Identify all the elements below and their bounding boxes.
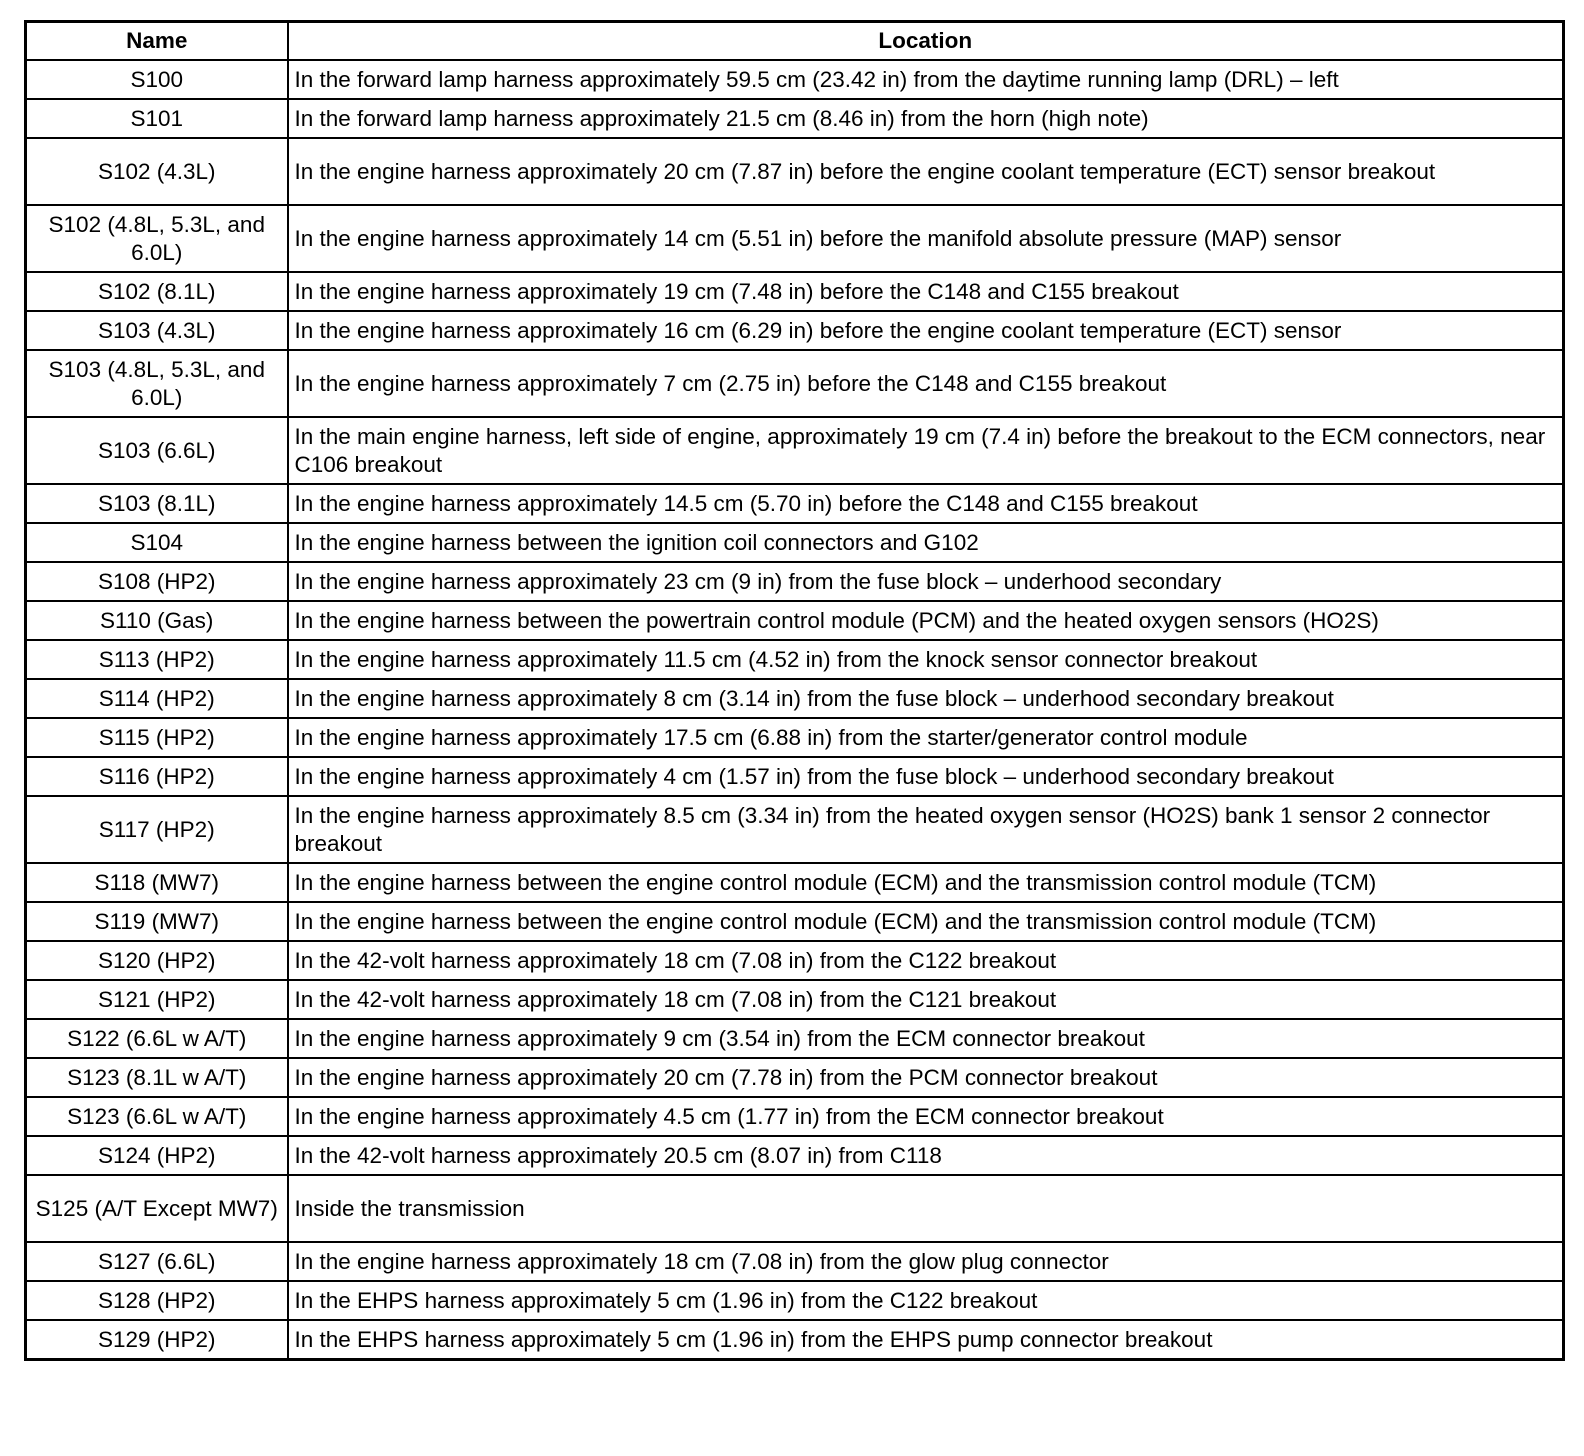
table-row xyxy=(26,562,1564,601)
splice-location-cell: In the engine harness approximately 8 cm (3.14 in) from the fuse block – underhood secondary breakout xyxy=(288,679,1564,718)
splice-location-cell: In the engine harness approximately 17.5 cm (6.88 in) from the starter/generator control module xyxy=(288,718,1564,757)
splice-name-cell: S122 (6.6L w A/T) xyxy=(26,1019,288,1058)
table-row xyxy=(26,902,1564,941)
splice-name-cell: S123 (6.6L w A/T) xyxy=(26,1097,288,1136)
column-header-name: Name xyxy=(26,22,288,61)
splice-name-cell: S104 xyxy=(26,523,288,562)
splice-location-cell: In the forward lamp harness approximately 21.5 cm (8.46 in) from the horn (high note) xyxy=(288,99,1564,138)
splice-location-cell: In the engine harness approximately 20 cm (7.87 in) before the engine coolant temperature (ECT) sensor breakout xyxy=(288,138,1564,205)
splice-location-cell: In the 42-volt harness approximately 18 cm (7.08 in) from the C121 breakout xyxy=(288,980,1564,1019)
splice-name-cell: S102 (8.1L) xyxy=(26,272,288,311)
table-row xyxy=(26,138,1564,205)
splice-name-cell: S124 (HP2) xyxy=(26,1136,288,1175)
splice-location-cell: In the engine harness between the ignition coil connectors and G102 xyxy=(288,523,1564,562)
splice-location-cell: In the engine harness approximately 4 cm (1.57 in) from the fuse block – underhood secondary breakout xyxy=(288,757,1564,796)
splice-name-cell: S114 (HP2) xyxy=(26,679,288,718)
table-row xyxy=(26,1058,1564,1097)
splice-name-cell: S128 (HP2) xyxy=(26,1281,288,1320)
splice-location-cell: In the 42-volt harness approximately 20.5 cm (8.07 in) from C118 xyxy=(288,1136,1564,1175)
splice-location-cell: In the engine harness approximately 14.5 cm (5.70 in) before the C148 and C155 breakout xyxy=(288,484,1564,523)
table-row xyxy=(26,99,1564,138)
table-row xyxy=(26,1097,1564,1136)
table-row xyxy=(26,60,1564,99)
splice-location-cell: In the engine harness approximately 16 cm (6.29 in) before the engine coolant temperature (ECT) sensor xyxy=(288,311,1564,350)
splice-name-cell: S110 (Gas) xyxy=(26,601,288,640)
splice-location-cell: In the EHPS harness approximately 5 cm (1.96 in) from the EHPS pump connector breakout xyxy=(288,1320,1564,1360)
splice-name-cell: S103 (8.1L) xyxy=(26,484,288,523)
splice-location-cell: In the engine harness approximately 8.5 cm (3.34 in) from the heated oxygen sensor (HO2S) bank 1 sensor 2 connector breakout xyxy=(288,796,1564,863)
splice-name-cell: S117 (HP2) xyxy=(26,796,288,863)
table-row xyxy=(26,980,1564,1019)
table-row xyxy=(26,796,1564,863)
splice-name-cell: S118 (MW7) xyxy=(26,863,288,902)
splice-name-cell: S119 (MW7) xyxy=(26,902,288,941)
table-row xyxy=(26,1281,1564,1320)
table-row xyxy=(26,484,1564,523)
table-row xyxy=(26,1175,1564,1242)
table-row xyxy=(26,718,1564,757)
splice-name-cell: S103 (4.3L) xyxy=(26,311,288,350)
splice-name-cell: S101 xyxy=(26,99,288,138)
splice-location-cell: In the engine harness between the powertrain control module (PCM) and the heated oxygen sensors (HO2S) xyxy=(288,601,1564,640)
splice-location-cell: In the engine harness approximately 9 cm (3.54 in) from the ECM connector breakout xyxy=(288,1019,1564,1058)
splice-location-cell: Inside the transmission xyxy=(288,1175,1564,1242)
table-row xyxy=(26,1242,1564,1281)
table-header-row xyxy=(26,22,1564,61)
column-header-location: Location xyxy=(288,22,1564,61)
splice-location-cell: In the engine harness approximately 20 cm (7.78 in) from the PCM connector breakout xyxy=(288,1058,1564,1097)
table-row xyxy=(26,1136,1564,1175)
splice-name-cell: S115 (HP2) xyxy=(26,718,288,757)
splice-location-cell: In the main engine harness, left side of engine, approximately 19 cm (7.4 in) before the breakout to the ECM connectors, near C106 breakout xyxy=(288,417,1564,484)
splice-name-cell: S103 (6.6L) xyxy=(26,417,288,484)
table-row xyxy=(26,679,1564,718)
table-row xyxy=(26,757,1564,796)
table-row xyxy=(26,417,1564,484)
table-row xyxy=(26,350,1564,417)
splice-name-cell: S125 (A/T Except MW7) xyxy=(26,1175,288,1242)
splice-location-cell: In the engine harness between the engine control module (ECM) and the transmission control module (TCM) xyxy=(288,863,1564,902)
splice-location-cell: In the forward lamp harness approximately 59.5 cm (23.42 in) from the daytime running lamp (DRL) – left xyxy=(288,60,1564,99)
table-body xyxy=(26,60,1564,1360)
splice-name-cell: S129 (HP2) xyxy=(26,1320,288,1360)
splice-name-cell: S102 (4.3L) xyxy=(26,138,288,205)
splice-location-cell: In the engine harness approximately 7 cm (2.75 in) before the C148 and C155 breakout xyxy=(288,350,1564,417)
splice-name-cell: S120 (HP2) xyxy=(26,941,288,980)
table-row xyxy=(26,1320,1564,1360)
table-row xyxy=(26,941,1564,980)
splice-name-cell: S102 (4.8L, 5.3L, and 6.0L) xyxy=(26,205,288,272)
table-row xyxy=(26,205,1564,272)
splice-name-cell: S108 (HP2) xyxy=(26,562,288,601)
splice-name-cell: S113 (HP2) xyxy=(26,640,288,679)
table-row xyxy=(26,640,1564,679)
splice-location-cell: In the engine harness between the engine control module (ECM) and the transmission control module (TCM) xyxy=(288,902,1564,941)
table-row xyxy=(26,601,1564,640)
splice-name-cell: S103 (4.8L, 5.3L, and 6.0L) xyxy=(26,350,288,417)
splice-location-cell: In the engine harness approximately 11.5 cm (4.52 in) from the knock sensor connector breakout xyxy=(288,640,1564,679)
table-row xyxy=(26,523,1564,562)
splice-name-cell: S100 xyxy=(26,60,288,99)
splice-location-table xyxy=(24,20,1565,1361)
splice-location-cell: In the engine harness approximately 4.5 cm (1.77 in) from the ECM connector breakout xyxy=(288,1097,1564,1136)
table-row xyxy=(26,863,1564,902)
splice-name-cell: S127 (6.6L) xyxy=(26,1242,288,1281)
splice-location-cell: In the engine harness approximately 19 cm (7.48 in) before the C148 and C155 breakout xyxy=(288,272,1564,311)
splice-name-cell: S116 (HP2) xyxy=(26,757,288,796)
table-row xyxy=(26,311,1564,350)
splice-location-cell: In the engine harness approximately 14 cm (5.51 in) before the manifold absolute pressure (MAP) sensor xyxy=(288,205,1564,272)
splice-name-cell: S121 (HP2) xyxy=(26,980,288,1019)
table-row xyxy=(26,272,1564,311)
splice-location-cell: In the 42-volt harness approximately 18 cm (7.08 in) from the C122 breakout xyxy=(288,941,1564,980)
splice-location-cell: In the engine harness approximately 23 cm (9 in) from the fuse block – underhood secondary xyxy=(288,562,1564,601)
splice-name-cell: S123 (8.1L w A/T) xyxy=(26,1058,288,1097)
table-row xyxy=(26,1019,1564,1058)
splice-location-cell: In the EHPS harness approximately 5 cm (1.96 in) from the C122 breakout xyxy=(288,1281,1564,1320)
splice-location-cell: In the engine harness approximately 18 cm (7.08 in) from the glow plug connector xyxy=(288,1242,1564,1281)
